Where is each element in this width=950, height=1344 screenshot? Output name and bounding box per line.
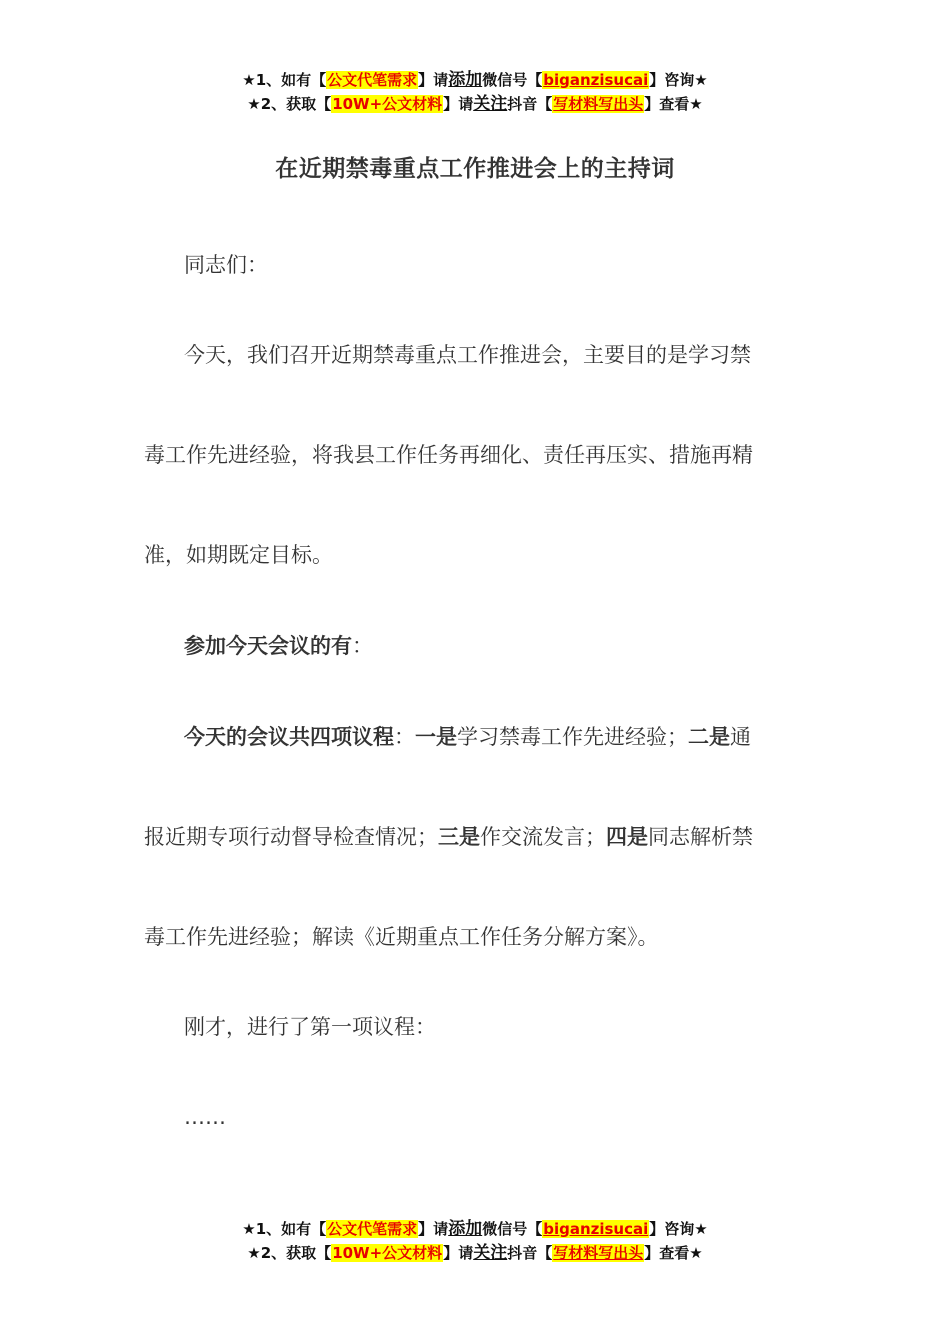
promo-wechat-id[interactable]: biganzisucai [543, 71, 649, 89]
body-text: 学习禁毒工作先进经验； [457, 725, 688, 749]
promo-text: ★2、获取【 [247, 95, 332, 113]
promo-douyin-account[interactable]: 写材料写出头 [553, 95, 644, 113]
promo-text: 】请 [418, 1220, 449, 1238]
paragraph-agenda-line-3: 毒工作先进经验；解读《近期重点工作任务分解方案》。 [144, 925, 659, 949]
promo-emphasis: 关注 [473, 1243, 508, 1263]
promo-highlight: 10W+公文材料 [332, 95, 443, 113]
bold-text: 今天的会议共四项议程 [184, 725, 394, 749]
promo-text: 】请 [418, 71, 449, 89]
promo-text: 微信号【 [482, 71, 543, 89]
bold-text: 参加今天会议的有 [184, 634, 352, 658]
promo-line-1 [0, 68, 950, 92]
bold-text: 二是 [688, 725, 730, 749]
promo-emphasis: 关注 [473, 94, 508, 114]
paragraph-agenda-line-2 [144, 825, 808, 849]
body-text: 通 [730, 725, 751, 749]
document-title: 在近期禁毒重点工作推进会上的主持词 [275, 156, 675, 182]
promo-wechat-id[interactable]: biganzisucai [543, 1220, 649, 1238]
promo-text: 微信号【 [482, 1220, 543, 1238]
promo-text: ★1、如有【 [242, 71, 327, 89]
bottom-promo-banner [0, 1217, 950, 1265]
promo-highlight: 10W+公文材料 [332, 1244, 443, 1262]
paragraph-progress: 刚才，进行了第一项议程： [184, 1015, 436, 1039]
promo-line-1 [0, 1217, 950, 1241]
bold-text: 三是 [438, 825, 480, 849]
promo-text: ★2、获取【 [247, 1244, 332, 1262]
promo-line-2 [0, 1241, 950, 1265]
paragraph-1-line-1: 今天，我们召开近期禁毒重点工作推进会，主要目的是学习禁 [184, 343, 751, 367]
promo-highlight: 公文代笔需求 [327, 71, 418, 89]
promo-text: 】请 [443, 95, 474, 113]
promo-text: 】查看★ [644, 95, 703, 113]
promo-line-2 [0, 92, 950, 116]
promo-text: 】咨询★ [649, 1220, 708, 1238]
salutation: 同志们： [184, 253, 268, 277]
bold-text: 一是 [415, 725, 457, 749]
paragraph-1-line-2: 毒工作先进经验，将我县工作任务再细化、责任再压实、措施再精 [144, 443, 753, 467]
body-text: 同志解析禁 [648, 825, 753, 849]
paragraph-1-line-3: 准，如期既定目标。 [144, 543, 333, 567]
top-promo-banner [0, 68, 950, 116]
body-text: ： [394, 725, 415, 749]
promo-emphasis: 添加 [448, 1219, 483, 1239]
promo-text: 抖音【 [507, 1244, 553, 1262]
body-text: ： [352, 634, 373, 658]
bold-text: 四是 [606, 825, 648, 849]
promo-douyin-account[interactable]: 写材料写出头 [553, 1244, 644, 1262]
promo-highlight: 公文代笔需求 [327, 1220, 418, 1238]
body-text: 报近期专项行动督导检查情况； [144, 825, 438, 849]
ellipsis: …… [184, 1105, 226, 1129]
paragraph-agenda-line-1 [144, 725, 848, 749]
promo-text: 】请 [443, 1244, 474, 1262]
promo-text: 】查看★ [644, 1244, 703, 1262]
paragraph-attendees [144, 634, 848, 658]
promo-text: 】咨询★ [649, 71, 708, 89]
body-text: 作交流发言； [480, 825, 606, 849]
promo-text: ★1、如有【 [242, 1220, 327, 1238]
promo-text: 抖音【 [507, 95, 553, 113]
promo-emphasis: 添加 [448, 70, 483, 90]
